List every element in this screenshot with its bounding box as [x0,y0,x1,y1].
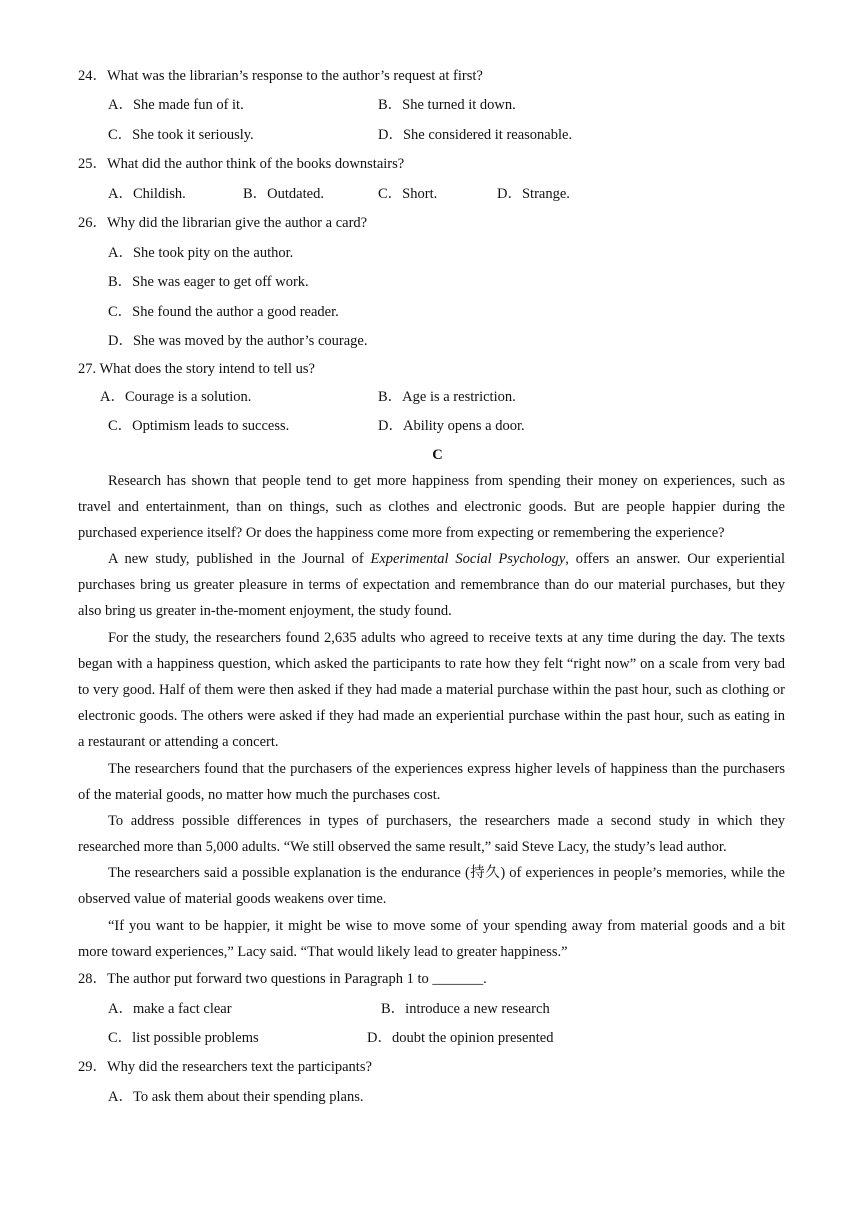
option-c: C．Optimism leads to success. [108,418,290,434]
passage-paragraph-3: For the study, the researchers found 2,635 adults who agreed to receive texts at any time during the day. The texts began with a happiness question, which asked the participants to rate how they felt “right now” on a scale from very bad to very good. Half of them were then asked if they had made a material purchase within the past hour, such as clothing or electronic goods. The others were asked if they had made an experiential purchase within the past hour, such as eating in a restaurant or attending a concert. [78,630,785,750]
option-a: A．Childish. [108,186,186,202]
question-stem: 24．What was the librarian’s response to the author’s request at first? [78,68,483,84]
option-c: C．She found the author a good reader. [108,304,339,320]
passage-paragraph-1: Research has shown that people tend to get more happiness from spending their money on experiences, such as travel and entertainment, than on things, such as clothes and electronic goods. But are people happier during the purchased experience itself? Or does the happiness come more from expecting or remembering the experience? [78,473,785,541]
passage-paragraph-2 [78,546,785,624]
option-d: D．She was moved by the author’s courage. [108,333,368,349]
passage-paragraph-4: The researchers found that the purchasers of the experiences express higher levels of happiness than the purchasers of the material goods, no matter how much the purchases cost. [78,761,785,803]
option-b: B．introduce a new research [381,1001,550,1017]
option-b: B．Age is a restriction. [378,389,516,405]
journal-title: Experimental Social Psychology [370,551,566,567]
option-a: A．make a fact clear [108,1001,232,1017]
section-heading: C [432,447,443,463]
option-b: B．She turned it down. [378,97,516,113]
option-d: D．doubt the opinion presented [367,1030,554,1046]
option-d: D．She considered it reasonable. [378,127,573,143]
question-stem: 29．Why did the researchers text the participants? [78,1059,372,1075]
option-a: A．She took pity on the author. [108,245,294,261]
passage-paragraph-7: “If you want to be happier, it might be wise to move some of your spending away from material goods and a bit more toward experiences,” Lacy said. “That would likely lead to greater happiness.” [78,918,785,960]
option-c: C．Short. [378,186,438,202]
option-a: A．Courage is a solution. [100,389,252,405]
option-d: D．Strange. [497,186,570,202]
option-c: C．list possible problems [108,1030,259,1046]
option-b: B．Outdated. [243,186,324,202]
option-c: C．She took it seriously. [108,127,254,143]
option-b: B．She was eager to get off work. [108,274,309,290]
question-stem: 25．What did the author think of the books downstairs? [78,156,405,172]
option-a: A．To ask them about their spending plans. [108,1089,364,1105]
paragraph-text: , offers an answer. Our experiential purchases bring us greater pleasure in terms of expectation and remembrance than do our material purchases, but they also bring us greater in-the-moment enjoyment, the study found. [78,551,785,619]
passage-paragraph-5: To address possible differences in types of purchasers, the researchers made a second study in which they researched more than 5,000 adults. “We still observed the same result,” said Steve Lacy, the study’s lead author. [78,813,785,855]
question-stem: 27. What does the story intend to tell us? [78,361,315,377]
paragraph-text: A new study, published in the Journal of [108,551,371,567]
passage-paragraph-6: The researchers said a possible explanation is the endurance (持久) of experiences in people’s memories, while the observed value of material goods weakens over time. [78,865,785,907]
question-stem: 26．Why did the librarian give the author a card? [78,215,368,231]
option-a: A．She made fun of it. [108,97,244,113]
option-d: D．Ability opens a door. [378,418,525,434]
question-stem: 28．The author put forward two questions in Paragraph 1 to _______. [78,971,487,987]
